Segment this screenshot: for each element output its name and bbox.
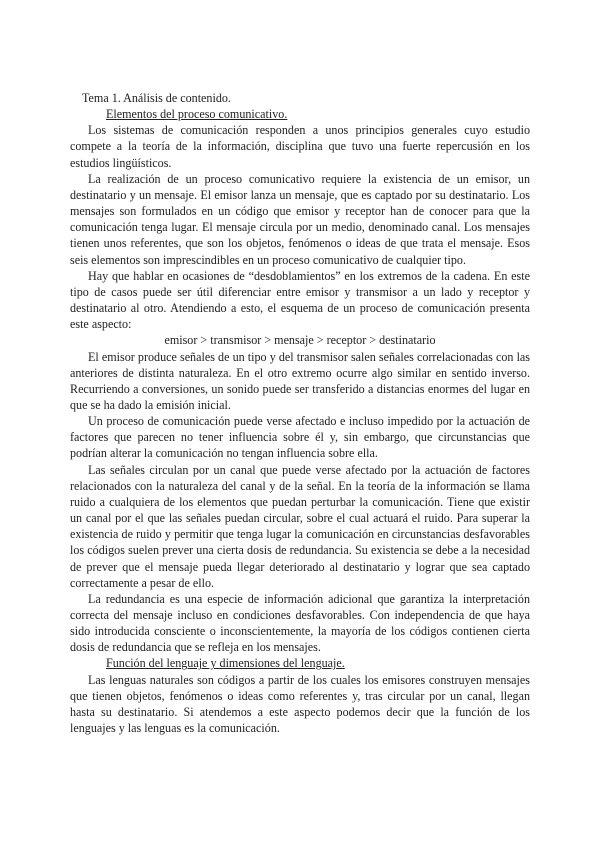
paragraph: Los sistemas de comunicación responden a unos principios generales cuyo estudio compete a la teoría de la información, disciplina que tuvo una fuerte repercusión en los estudios lingüísticos. xyxy=(70,123,530,170)
section-heading-language xyxy=(70,655,530,671)
communication-scheme: emisor > transmisor > mensaje > receptor > destinatario xyxy=(164,333,436,348)
paragraph: La realización de un proceso comunicativo requiere la existencia de un emisor, un destinatario y un mensaje. El emisor lanza un mensaje, que es captado por su destinatario. Los mensajes son formulados en un código que emisor y receptor han de conocer para que la comunicación tenga lugar. El mensaje circula por un medio, denominado canal. Los mensajes tienen unos referentes, que son los objetos, fenómenos o ideas de que trata el mensaje. Esos seis elementos son imprescindibles en un proceso comunicativo de cualquier tipo. xyxy=(70,171,530,267)
section-heading-elements-text: Elementos del proceso comunicativo. xyxy=(106,107,288,122)
section-heading-language-text: Función del lenguaje y dimensiones del lenguaje. xyxy=(106,656,345,671)
section-heading-elements xyxy=(70,106,530,122)
paragraph: El emisor produce señales de un tipo y del transmisor salen señales correlacionadas con las anteriores de distinta naturaleza. En el otro extremo ocurre algo similar en sentido inverso. Recurriendo a conversiones, un sonido puede ser transferido a distancias enormes del lugar en que se ha dado la emisión inicial. xyxy=(70,349,530,412)
paragraph: La redundancia es una especie de información adicional que garantiza la interpretación correcta del mensaje incluso en condiciones desfavorables. Con independencia de que haya sido introducida consciente o inconscientemente, la mayoría de los códigos contienen cierta dosis de redundancia que se refleja en los mensajes. xyxy=(70,591,530,655)
document-title: Tema 1. Análisis de contenido. xyxy=(82,91,231,105)
paragraph: Un proceso de comunicación puede verse afectado e incluso impedido por la actuación de factores que parecen no tener influencia sobre él y, sin embargo, que circunstancias que podrían alterar la comunicación no tengan influencia sobre ella. xyxy=(70,414,530,461)
paragraph: Las lenguas naturales son códigos a partir de los cuales los emisores construyen mensajes que tienen objetos, fenómenos o ideas como referentes y, tras circular por un canal, llegan hasta su destinatario. Si atendemos a este aspecto podemos decir que la función de los lenguajes y las lenguas es la comunicación. xyxy=(70,672,530,736)
paragraph: Las señales circulan por un canal que puede verse afectado por la actuación de factores relacionados con la naturaleza del canal y de la señal. En la teoría de la información se llama ruido a cualquiera de los elementos que puedan perturbar la comunicación. Tiene que existir un canal por el que las señales puedan circular, sobre el cual actuará el ruido. Para superar la existencia de ruido y permitir que tenga lugar la comunicación en circunstancias desfavorables los códigos suelen prever una cierta dosis de redundancia. Su existencia se debe a la necesidad de prever que el mensaje pueda llegar deteriorado al destinatario y lograr que sea captado correctamente a pesar de ello. xyxy=(70,462,530,590)
paragraph: Hay que hablar en ocasiones de “desdoblamientos” en los extremos de la cadena. En este tipo de casos puede ser útil diferenciar entre emisor y transmisor a un lado y receptor y destinatario al otro. Atendiendo a esto, el esquema de un proceso de comunicación presenta este aspecto: xyxy=(70,268,530,332)
